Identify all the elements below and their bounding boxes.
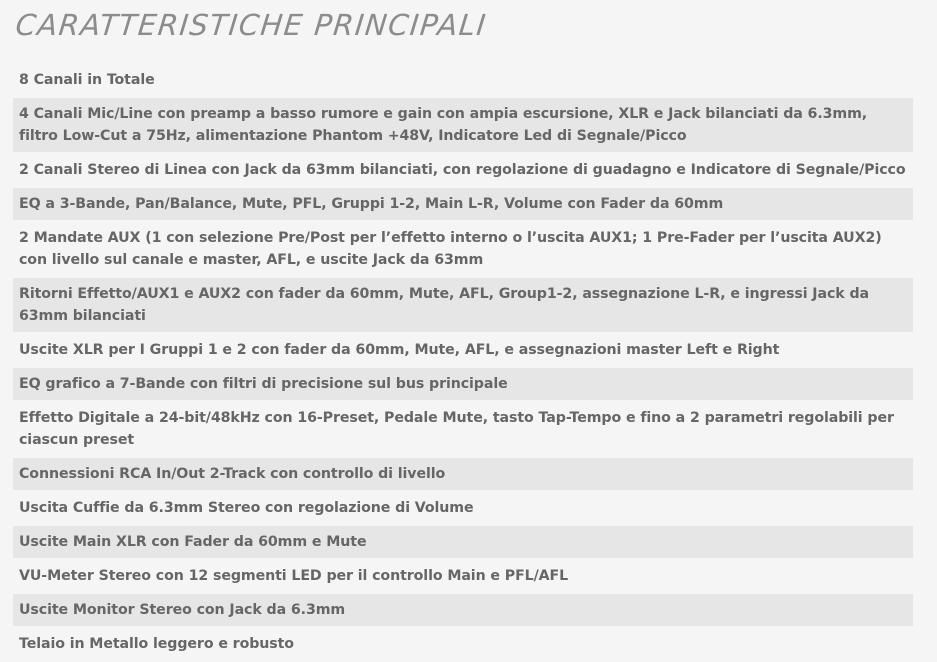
feature-item: Uscite Monitor Stereo con Jack da 6.3mm — [13, 594, 913, 626]
section-title: CARATTERISTICHE PRINCIPALI — [14, 8, 489, 42]
feature-item: 2 Mandate AUX (1 con selezione Pre/Post per l’effetto interno o l’uscita AUX1; 1 Pre-Fader per l’uscita AUX2) con livello sul canale e master, AFL, e uscite Jack da 63mm — [13, 222, 913, 276]
feature-item: Uscite XLR per I Gruppi 1 e 2 con fader da 60mm, Mute, AFL, e assegnazioni master Left e Right — [13, 334, 913, 366]
feature-item: EQ a 3-Bande, Pan/Balance, Mute, PFL, Gruppi 1-2, Main L-R, Volume con Fader da 60mm — [13, 188, 913, 220]
feature-item: EQ grafico a 7-Bande con filtri di precisione sul bus principale — [13, 368, 913, 400]
feature-list — [13, 64, 913, 662]
feature-item: VU-Meter Stereo con 12 segmenti LED per il controllo Main e PFL/AFL — [13, 560, 913, 592]
feature-item: Telaio in Metallo leggero e robusto — [13, 628, 913, 660]
feature-item: Uscita Cuffie da 6.3mm Stereo con regolazione di Volume — [13, 492, 913, 524]
feature-item: 4 Canali Mic/Line con preamp a basso rumore e gain con ampia escursione, XLR e Jack bilanciati da 6.3mm, filtro Low-Cut a 75Hz, alimentazione Phantom +48V, Indicatore Led di Segnale/Picco — [13, 98, 913, 152]
feature-item: 2 Canali Stereo di Linea con Jack da 63mm bilanciati, con regolazione di guadagno e Indicatore di Segnale/Picco — [13, 154, 913, 186]
feature-item: Effetto Digitale a 24-bit/48kHz con 16-Preset, Pedale Mute, tasto Tap-Tempo e fino a 2 parametri regolabili per ciascun preset — [13, 402, 913, 456]
feature-item: Connessioni RCA In/Out 2-Track con controllo di livello — [13, 458, 913, 490]
feature-item: Uscite Main XLR con Fader da 60mm e Mute — [13, 526, 913, 558]
feature-item: Ritorni Effetto/AUX1 e AUX2 con fader da 60mm, Mute, AFL, Group1-2, assegnazione L-R, e ingressi Jack da 63mm bilanciati — [13, 278, 913, 332]
feature-item: 8 Canali in Totale — [13, 64, 913, 96]
